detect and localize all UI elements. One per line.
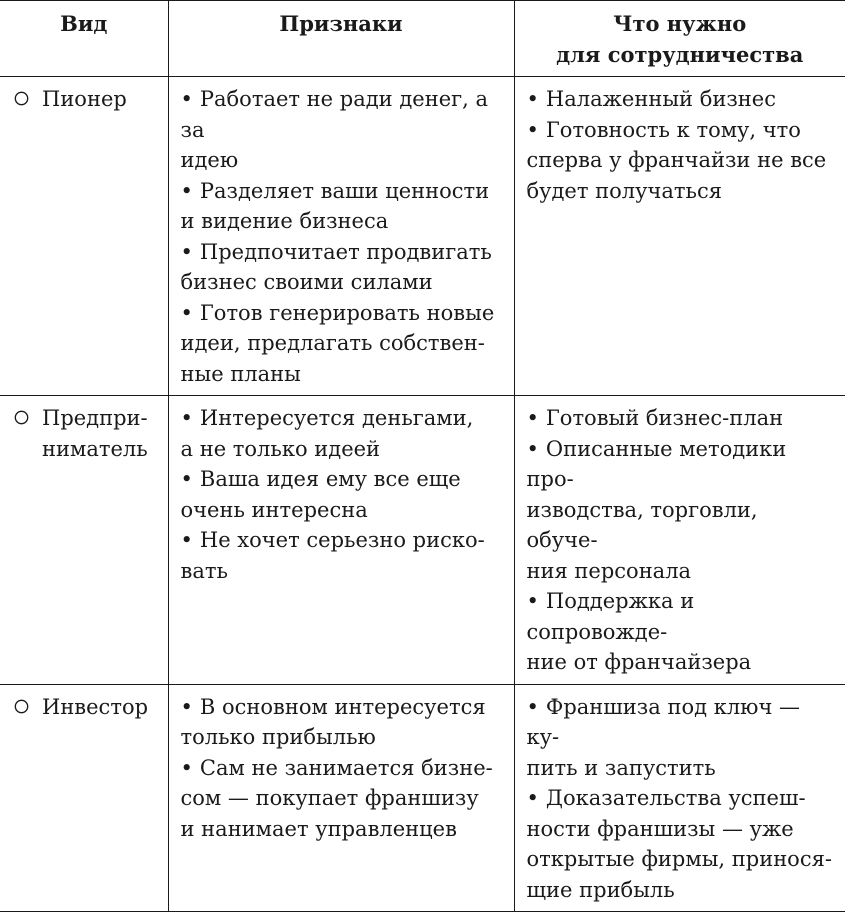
trait-text: • Не хочет серьезно риско- — [181, 525, 504, 556]
kind-label: Инвестор — [42, 694, 149, 719]
needs-cell — [514, 684, 845, 912]
trait-text: вать — [180, 558, 228, 583]
need-text: • Готовность к тому, что — [527, 115, 836, 146]
list-item — [527, 783, 836, 905]
list-item — [527, 84, 836, 115]
list-item — [181, 176, 504, 237]
traits-cell — [168, 684, 514, 912]
list-item — [181, 237, 504, 298]
need-text: ности франшизы — уже — [526, 816, 794, 841]
kind-cell — [0, 77, 168, 396]
header-type-label: Вид — [60, 11, 108, 36]
need-text: изводства, торговли, обуче- — [526, 497, 758, 552]
kind-label: Предпри- — [42, 406, 148, 430]
trait-text: бизнес своими силами — [180, 270, 433, 294]
header-needs-label-line1: Что нужно — [613, 11, 747, 36]
kind-cell — [0, 684, 168, 912]
trait-text: и видение бизнеса — [180, 209, 389, 233]
table-row — [0, 396, 845, 685]
trait-text: очень интересна — [180, 497, 368, 522]
kind-label: Пионер — [42, 87, 127, 111]
circle-outline-icon — [14, 410, 29, 425]
need-text: • Описанные методики про- — [527, 434, 836, 495]
list-item — [527, 115, 836, 207]
traits-cell — [168, 77, 514, 396]
trait-text: • Готов генерировать новые — [181, 298, 504, 329]
trait-text: • Сам не занимается бизне- — [181, 753, 504, 784]
trait-text: только прибылью — [180, 725, 376, 749]
need-text: ние от франчайзера — [526, 650, 752, 674]
table-row — [0, 684, 845, 912]
list-item — [527, 692, 836, 784]
list-item — [181, 753, 504, 845]
trait-text: идеи, предлагать собствен- — [180, 331, 485, 355]
trait-text: • Работает не ради денег, а за — [181, 84, 504, 145]
list-item — [527, 403, 836, 434]
trait-text: а не только идеей — [180, 436, 381, 461]
need-text: сперва у франчайзи не все — [526, 148, 827, 172]
need-text: • Франшиза под ключ — ку- — [527, 692, 836, 753]
list-item — [181, 464, 504, 525]
circle-outline-icon — [14, 91, 29, 106]
kind-label: ниматель — [42, 436, 148, 461]
need-text: • Налаженный бизнес — [527, 84, 836, 115]
list-item — [181, 298, 504, 390]
trait-text: • Разделяет ваши ценности — [181, 176, 504, 207]
trait-text: • Предпочитает продвигать — [181, 237, 504, 268]
trait-text: • Ваша идея ему все еще — [181, 464, 504, 495]
list-item — [181, 525, 504, 586]
header-traits-label: Признаки — [279, 11, 403, 36]
header-traits — [168, 1, 514, 77]
trait-text: и нанимает управленцев — [180, 816, 457, 841]
trait-text: • В основном интересуется — [181, 692, 504, 723]
header-needs — [514, 1, 845, 77]
need-text: будет получаться — [526, 178, 722, 203]
trait-text: • Интересуется деньгами, — [181, 403, 504, 434]
needs-cell — [514, 77, 845, 396]
needs-cell — [514, 396, 845, 685]
circle-outline-icon — [14, 699, 29, 714]
list-item — [181, 84, 504, 176]
header-type — [0, 1, 168, 77]
need-text: • Поддержка и сопровожде- — [527, 586, 836, 647]
need-text: пить и запустить — [526, 755, 716, 780]
need-text: • Доказательства успеш- — [527, 783, 836, 814]
header-needs-label-line2: для сотрудничества — [556, 41, 804, 67]
list-item — [527, 586, 836, 678]
trait-text: ные планы — [180, 361, 301, 386]
trait-text: идею — [180, 148, 239, 172]
traits-cell — [168, 396, 514, 685]
header-row — [0, 1, 845, 77]
list-item — [181, 692, 504, 753]
need-text: открытые фирмы, принося- — [526, 847, 832, 871]
list-item — [527, 434, 836, 587]
need-text: ния персонала — [526, 558, 692, 583]
trait-text: сом — покупает франшизу — [180, 786, 479, 810]
need-text: щие прибыль — [526, 877, 675, 902]
kind-cell — [0, 396, 168, 685]
need-text: • Готовый бизнес-план — [527, 403, 836, 434]
list-item — [181, 403, 504, 464]
table-row — [0, 77, 845, 396]
